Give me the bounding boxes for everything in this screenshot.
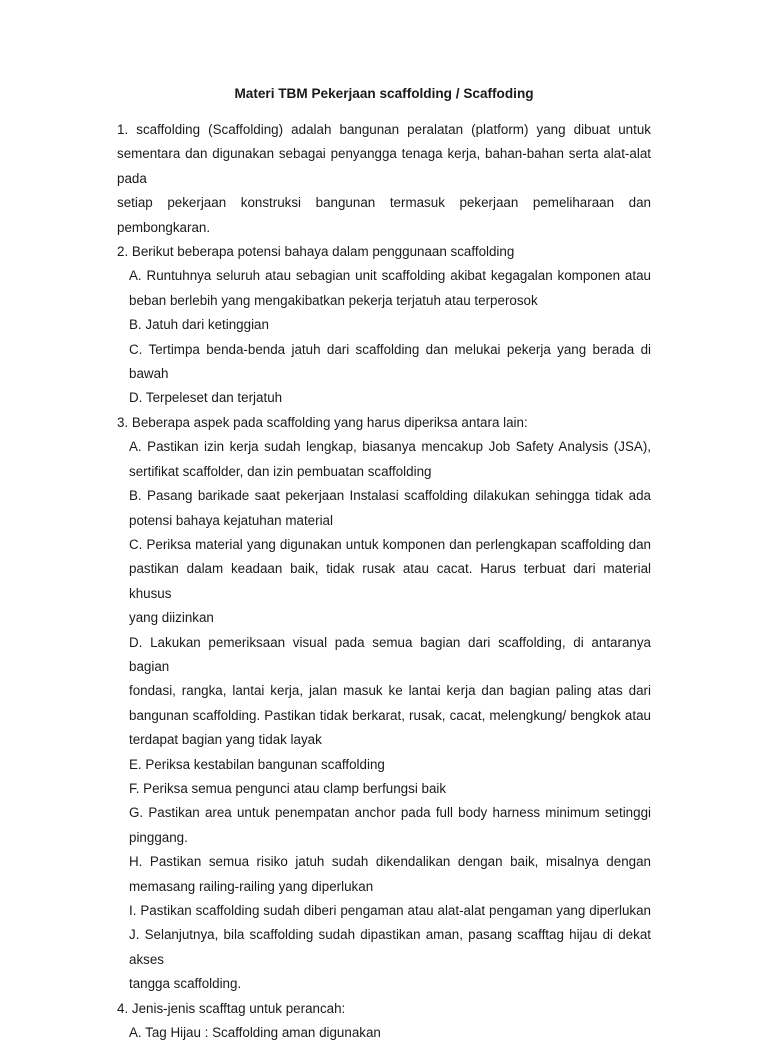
- list-item-line: fondasi, rangka, lantai kerja, jalan masuk ke lantai kerja dan bagian paling atas dari: [129, 683, 651, 699]
- list-item-line: B. Jatuh dari ketinggian: [129, 317, 269, 333]
- list-item-line: potensi bahaya kejatuhan material: [129, 512, 333, 528]
- list-item-line: sertifikat scaffolder, dan izin pembuatan scaffolding: [129, 463, 432, 479]
- section-heading: 4. Jenis-jenis scafftag untuk perancah:: [117, 1000, 346, 1016]
- list-item-line: bangunan scaffolding. Pastikan tidak berkarat, rusak, cacat, melengkung/ bengkok atau: [129, 707, 651, 723]
- list-item-line: E. Periksa kestabilan bangunan scaffolding: [129, 756, 385, 772]
- paragraph-line: sementara dan digunakan sebagai penyangga tenaga kerja, bahan-bahan serta alat-alat pada: [117, 146, 651, 186]
- list-item-line: B. Pasang barikade saat pekerjaan Instalasi scaffolding dilakukan sehingga tidak ada: [129, 488, 651, 504]
- list-item-line: H. Pastikan semua risiko jatuh sudah dikendalikan dengan baik, misalnya dengan: [129, 854, 651, 870]
- list-item-line: terdapat bagian yang tidak layak: [129, 732, 322, 748]
- list-item-line: memasang railing-railing yang diperlukan: [129, 878, 374, 894]
- list-item-line: D. Terpeleset dan terjatuh: [129, 390, 283, 406]
- section-heading: 2. Berikut beberapa potensi bahaya dalam penggunaan scaffolding: [117, 244, 515, 260]
- list-item-line: D. Lakukan pemeriksaan visual pada semua bagian dari scaffolding, di antaranya bagian: [129, 634, 651, 674]
- list-item-line: C. Periksa material yang digunakan untuk komponen dan perlengkapan scaffolding dan: [129, 536, 651, 552]
- page-title: Materi TBM Pekerjaan scaffolding / Scaffoding: [234, 86, 534, 101]
- list-item-line: beban berlebih yang mengakibatkan pekerja terjatuh atau terperosok: [129, 292, 538, 308]
- list-item-line: A. Pastikan izin kerja sudah lengkap, biasanya mencakup Job Safety Analysis (JSA),: [129, 439, 651, 455]
- paragraph-line: setiap pekerjaan konstruksi bangunan termasuk pekerjaan pemeliharaan dan: [117, 195, 651, 211]
- paragraph-line: 1. scaffolding (Scaffolding) adalah bangunan peralatan (platform) yang dibuat untuk: [117, 122, 651, 137]
- document-body: [117, 118, 651, 1045]
- list-item-line: J. Selanjutnya, bila scaffolding sudah dipastikan aman, pasang scafftag hijau di dekat akses: [129, 927, 651, 967]
- list-item-line: G. Pastikan area untuk penempatan anchor pada full body harness minimum setinggi: [129, 805, 651, 821]
- list-item-line: tangga scaffolding.: [129, 976, 242, 992]
- paragraph-line: pembongkaran.: [117, 219, 211, 235]
- section-heading: 3. Beberapa aspek pada scaffolding yang harus diperiksa antara lain:: [117, 414, 528, 430]
- list-item-line: pastikan dalam keadaan baik, tidak rusak atau cacat. Harus terbuat dari material khusus: [129, 561, 651, 601]
- list-item-line: A. Runtuhnya seluruh atau sebagian unit scaffolding akibat kegagalan komponen atau: [129, 268, 651, 284]
- list-item-line: F. Periksa semua pengunci atau clamp berfungsi baik: [129, 780, 447, 796]
- list-item-line: A. Tag Hijau : Scaffolding aman digunakan: [129, 1025, 381, 1041]
- list-item-line: yang diizinkan: [129, 610, 214, 626]
- list-item-line: I. Pastikan scaffolding sudah diberi pengaman atau alat-alat pengaman yang diperlukan: [129, 903, 651, 918]
- list-item-line: C. Tertimpa benda-benda jatuh dari scaffolding dan melukai pekerja yang berada di bawah: [129, 341, 651, 382]
- list-item-line: pinggang.: [129, 829, 188, 845]
